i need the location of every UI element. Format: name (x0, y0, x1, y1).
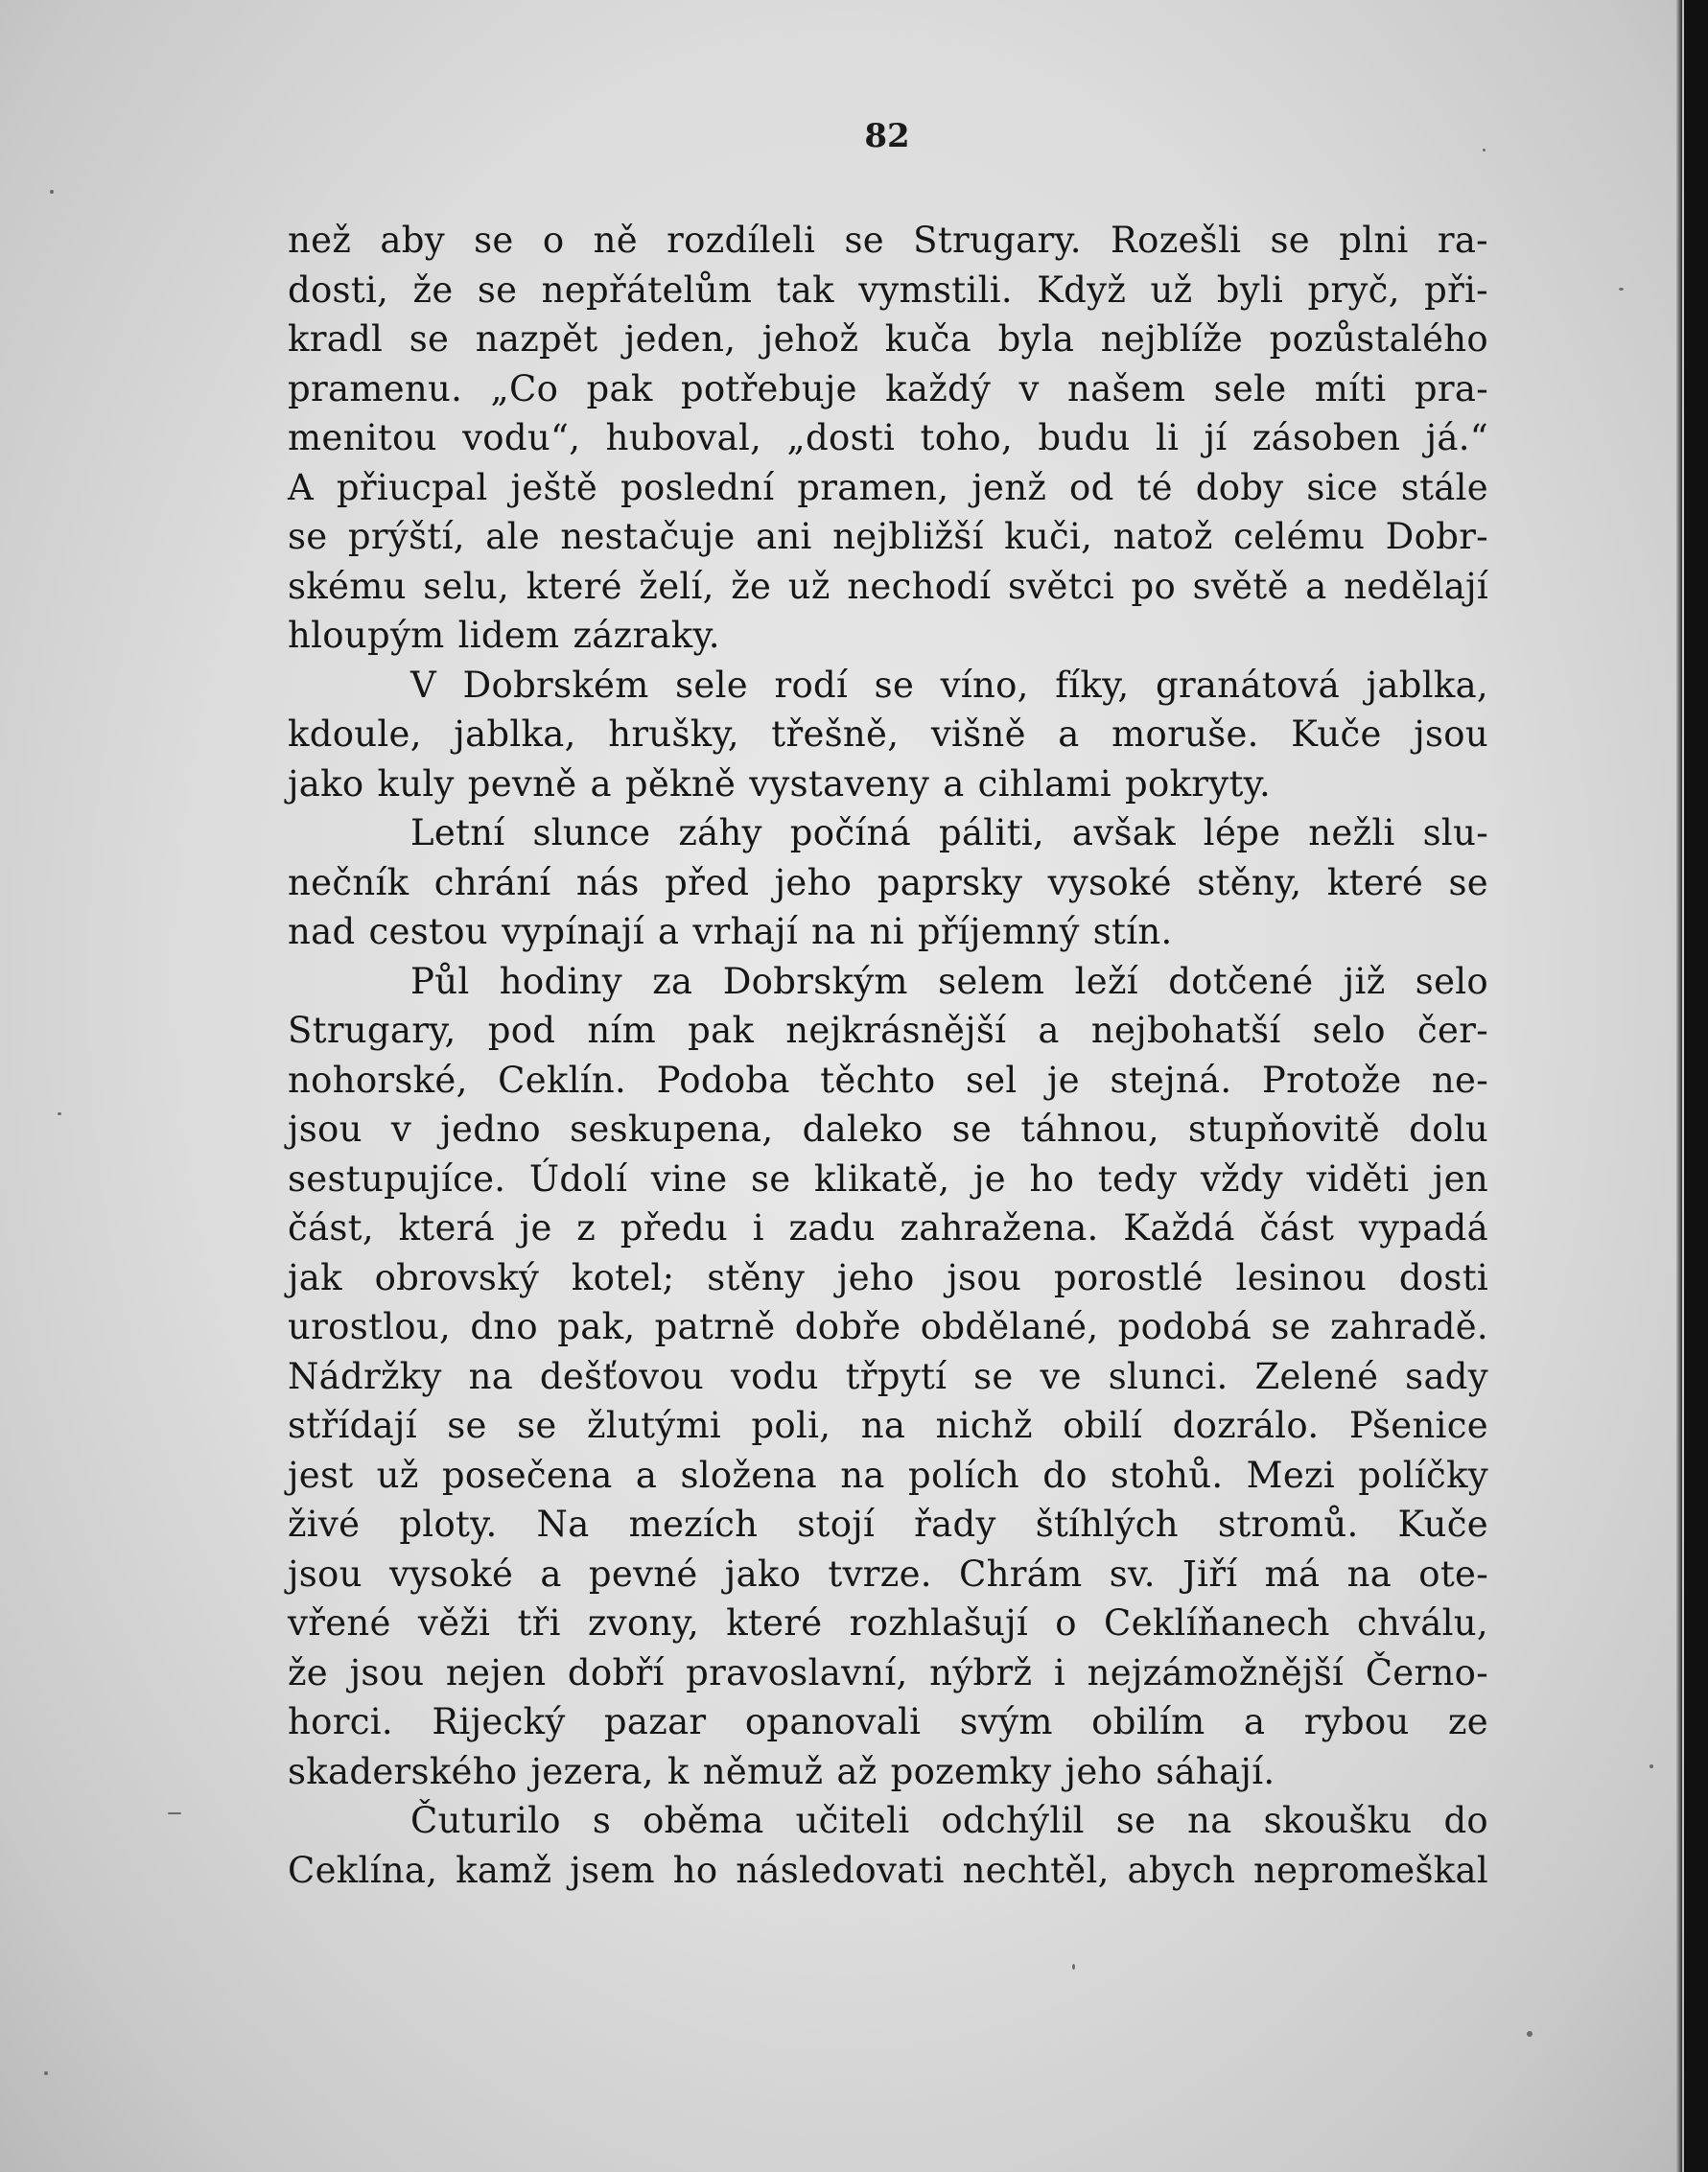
text-line: dosti, že se nepřátelům tak vymstili. Když už byli pryč, při- (288, 269, 1488, 311)
paragraph-first-line: Půl hodiny za Dobrským selem leží dotčené již selo (410, 960, 1488, 1002)
text-line: jsou vysoké a pevné jako tvrze. Chrám sv. Jiří má na ote- (288, 1553, 1488, 1595)
text-line: střídají se se žlutými poli, na nichž obilí dozrálo. Pšenice (288, 1405, 1488, 1446)
text-line: horci. Rijecký pazar opanovali svým obilím a rybou ze (288, 1701, 1488, 1742)
scan-speck (58, 1112, 61, 1115)
paragraph-first-line: Čuturilo s oběma učiteli odchýlil se na skoušku do (410, 1800, 1488, 1841)
text-line: sestupujíce. Údolí vine se klikatě, je ho tedy vždy viděti jen (288, 1157, 1488, 1200)
text-line: jak obrovský kotel; stěny jeho jsou porostlé lesinou dosti (288, 1256, 1488, 1298)
scan-speck (1072, 1964, 1075, 1970)
scan-speck (1650, 1764, 1653, 1768)
text-line: než aby se o ně rozdíleli se Strugary. Rozešli se plni ra- (288, 220, 1488, 261)
page-number: 82 (864, 117, 910, 155)
text-line: nohorské, Ceklín. Podoba těchto sel je stejná. Protože ne- (288, 1059, 1488, 1101)
paragraph-first-line: Letní slunce záhy počíná páliti, avšak lépe nežli slu- (410, 812, 1488, 853)
text-line: Strugary, pod ním pak nejkrásnější a nejbohatší selo čer- (288, 1010, 1488, 1051)
text-line: skému selu, které želí, že už nechodí světci po světě a nedělají (288, 565, 1488, 607)
text-line: se prýští, ale nestačuje ani nejbližší kuči, natož celému Dobr- (288, 516, 1488, 557)
scan-speck (44, 2071, 48, 2075)
text-line: pramenu. „Co pak potřebuje každý v našem sele míti pra- (288, 367, 1488, 409)
scan-speck (168, 1812, 181, 1814)
text-line: nečník chrání nás před jeho paprsky vysoké stěny, které se (288, 861, 1488, 903)
text-line: kdoule, jablka, hrušky, třešně, višně a moruše. Kuče jsou (288, 713, 1488, 755)
text-line: menitou vodu“, huboval, „dosti toho, budu li jí zásoben já.“ (288, 417, 1488, 458)
scan-dark-border (1684, 0, 1708, 2172)
text-line: že jsou nejen dobří pravoslavní, nýbrž i nejzámožnější Černo- (288, 1651, 1488, 1693)
text-line: jest už posečena a složena na polích do stohů. Mezi políčky (288, 1454, 1488, 1496)
text-line: živé ploty. Na mezích stojí řady štíhlých stromů. Kuče (288, 1504, 1488, 1545)
text-line: Ceklína, kamž jsem ho následovati nechtěl, abych nepromeškal (288, 1849, 1488, 1891)
text-line: nad cestou vypínají a vrhají na ni příjemný stín. (288, 911, 1173, 952)
text-line: jako kuly pevně a pěkně vystaveny a cihlami pokryty. (288, 762, 1271, 805)
text-line: část, která je z předu i zadu zahražena. Každá část vypadá (288, 1207, 1488, 1249)
text-line: kradl se nazpět jeden, jehož kuča byla nejblíže pozůstalého (288, 318, 1488, 360)
page-edge-shadow (1676, 0, 1682, 2172)
text-line: A přiucpal ještě poslední pramen, jenž od té doby sice stále (288, 466, 1488, 508)
scan-speck (1619, 288, 1624, 291)
text-line: jsou v jedno seskupena, daleko se táhnou, stupňovitě dolu (288, 1109, 1488, 1150)
text-line: vřené věži tři zvony, které rozhlašují o Ceklíňanech chválu, (288, 1602, 1488, 1644)
paragraph-first-line: V Dobrském sele rodí se víno, fíky, granátová jablka, (410, 664, 1488, 706)
text-line: hloupým lidem zázraky. (288, 615, 720, 656)
text-line: Nádržky na dešťovou vodu třpytí se ve slunci. Zelené sady (288, 1355, 1488, 1397)
text-line: urostlou, dno pak, patrně dobře obdělané, podobá se zahradě. (288, 1306, 1488, 1347)
scan-speck (1527, 2031, 1533, 2037)
scan-speck (1483, 149, 1486, 152)
text-line: skaderského jezera, k němuž až pozemky jeho sáhají. (288, 1750, 1275, 1792)
scan-speck (50, 190, 54, 194)
body-text (288, 216, 1488, 1895)
